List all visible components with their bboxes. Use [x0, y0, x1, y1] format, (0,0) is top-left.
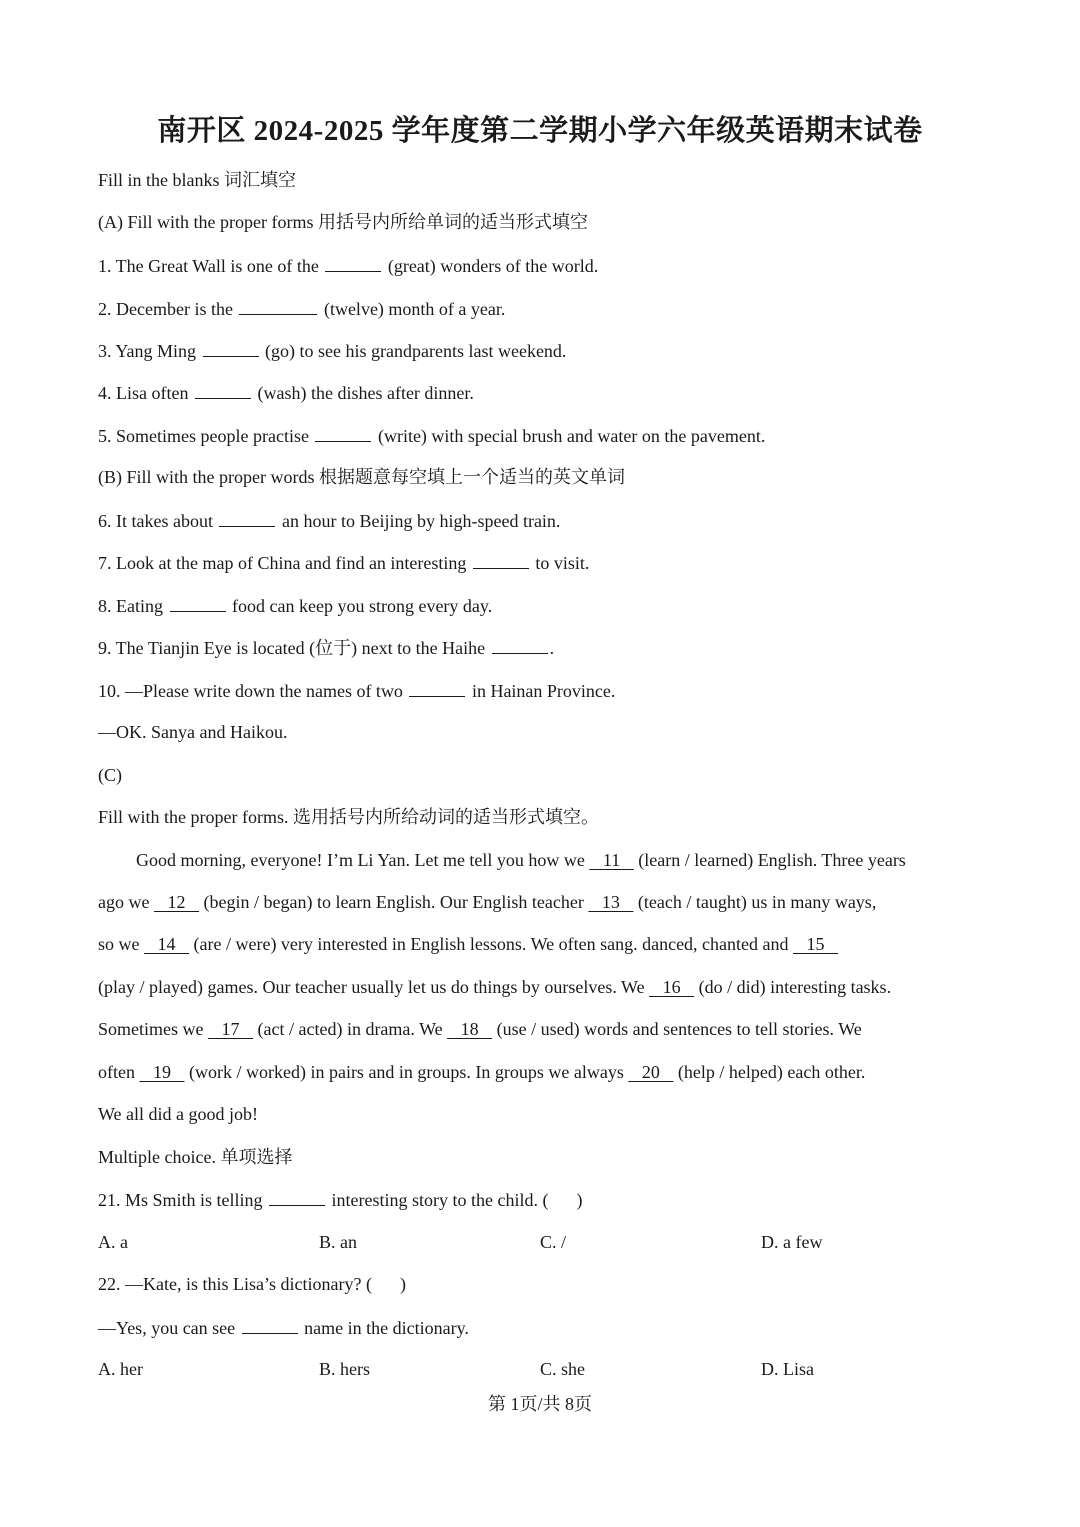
passage-line-2	[98, 890, 876, 914]
answer-blank[interactable]	[269, 1187, 325, 1206]
answer-blank[interactable]	[473, 550, 529, 569]
question-3	[98, 338, 566, 363]
question-text: food can keep you strong every day.	[227, 596, 493, 616]
question-text: 1. The Great Wall is one of the	[98, 256, 324, 276]
passage-text: (use / used) words and sentences to tell stories. We	[492, 1019, 862, 1039]
passage-text: Good morning, everyone! I’m Li Yan. Let me tell you how we	[136, 850, 590, 870]
passage-text: (teach / taught) us in many ways,	[633, 892, 877, 912]
part-c-label: (C)	[98, 765, 122, 785]
passage-blank-20[interactable]: 20	[628, 1062, 674, 1082]
answer-blank[interactable]	[239, 296, 317, 315]
part-c-heading: Fill with the proper forms. 选用括号内所给动词的适当形式填空。	[98, 807, 599, 827]
passage-line-1	[136, 848, 906, 872]
question-text: in Hainan Province.	[467, 681, 616, 701]
question-text: )	[399, 1274, 406, 1294]
passage-blank-19[interactable]: 19	[139, 1062, 185, 1082]
answer-blank[interactable]	[315, 423, 371, 442]
passage-blank-11[interactable]: 11	[589, 850, 634, 870]
question-text: 2. December is the	[98, 299, 238, 319]
question-text: (twelve) month of a year.	[319, 299, 506, 319]
question-22-line-2	[98, 1315, 469, 1340]
question-text: 21. Ms Smith is telling	[98, 1190, 268, 1210]
passage-text: (act / acted) in drama. We	[253, 1019, 448, 1039]
question-text: 8. Eating	[98, 596, 168, 616]
question-text: 6. It takes about	[98, 511, 218, 531]
option-22-b[interactable]: B. hers	[319, 1359, 370, 1379]
question-text: (write) with special brush and water on the pavement.	[373, 426, 766, 446]
question-text: 10. —Please write down the names of two	[98, 681, 408, 701]
question-text: (wash) the dishes after dinner.	[252, 383, 474, 403]
answer-blank[interactable]	[195, 380, 251, 399]
question-21	[98, 1187, 583, 1212]
question-1	[98, 253, 598, 278]
passage-text: (learn / learned) English. Three years	[633, 850, 906, 870]
passage-blank-15[interactable]: 15	[793, 934, 839, 954]
question-text: 3. Yang Ming	[98, 341, 201, 361]
question-10-answer: —OK. Sanya and Haikou.	[98, 722, 288, 742]
answer-blank[interactable]	[492, 635, 548, 654]
passage-line-5	[98, 1017, 862, 1041]
passage-text: (begin / began) to learn English. Our English teacher	[198, 892, 589, 912]
question-text: to visit.	[530, 553, 590, 573]
question-text: 4. Lisa often	[98, 383, 193, 403]
passage-blank-18[interactable]: 18	[447, 1019, 493, 1039]
question-text: an hour to Beijing by high-speed train.	[277, 511, 561, 531]
part-b-heading: (B) Fill with the proper words 根据题意每空填上一个适当的英文单词	[98, 467, 625, 487]
passage-line-7: We all did a good job!	[98, 1104, 259, 1124]
question-text: —Yes, you can see	[98, 1318, 240, 1338]
question-text: 7. Look at the map of China and find an interesting	[98, 553, 471, 573]
passage-line-3	[98, 932, 838, 956]
question-text: )	[576, 1190, 583, 1210]
question-8	[98, 593, 492, 618]
question-10	[98, 678, 615, 703]
passage-line-4	[98, 975, 891, 999]
section-heading-multiple-choice: Multiple choice. 单项选择	[98, 1147, 293, 1167]
passage-text: (help / helped) each other.	[673, 1062, 866, 1082]
answer-blank[interactable]	[219, 508, 275, 527]
option-22-c[interactable]: C. she	[540, 1359, 585, 1379]
answer-blank[interactable]	[242, 1315, 298, 1334]
page-footer: 第 1页/共 8页	[487, 1394, 592, 1414]
option-21-b[interactable]: B. an	[319, 1232, 357, 1252]
page-title: 南开区 2024-2025 学年度第二学期小学六年级英语期末试卷	[157, 115, 923, 147]
passage-blank-17[interactable]: 17	[208, 1019, 253, 1039]
answer-blank[interactable]	[409, 678, 465, 697]
answer-blank[interactable]	[325, 253, 381, 272]
question-text: 5. Sometimes people practise	[98, 426, 314, 446]
question-text: 9. The Tianjin Eye is located (位于) next to the Haihe	[98, 638, 490, 658]
question-7	[98, 550, 589, 575]
passage-blank-12[interactable]: 12	[153, 892, 199, 912]
option-22-d[interactable]: D. Lisa	[761, 1359, 814, 1379]
passage-line-6	[98, 1060, 865, 1084]
section-heading-fill-blanks: Fill in the blanks 词汇填空	[98, 170, 296, 190]
option-21-a[interactable]: A. a	[98, 1232, 128, 1252]
question-text: name in the dictionary.	[299, 1318, 469, 1338]
passage-text: (work / worked) in pairs and in groups. In groups we always	[184, 1062, 629, 1082]
question-6	[98, 508, 560, 533]
question-text: interesting story to the child. (	[327, 1190, 549, 1210]
passage-text: often	[98, 1062, 140, 1082]
question-5	[98, 423, 765, 448]
question-text: .	[549, 638, 555, 658]
question-2	[98, 296, 505, 321]
part-a-heading: (A) Fill with the proper forms 用括号内所给单词的适当形式填空	[98, 212, 588, 232]
passage-text: (play / played) games. Our teacher usually let us do things by ourselves. We	[98, 977, 650, 997]
answer-blank[interactable]	[170, 593, 226, 612]
passage-text: (are / were) very interested in English lessons. We often sang. danced, chanted and	[189, 934, 794, 954]
question-text: 22. —Kate, is this Lisa’s dictionary? (	[98, 1274, 372, 1294]
answer-blank[interactable]	[203, 338, 259, 357]
question-text: (great) wonders of the world.	[383, 256, 599, 276]
passage-text: so we	[98, 934, 144, 954]
question-4	[98, 380, 474, 405]
option-22-a[interactable]: A. her	[98, 1359, 143, 1379]
passage-blank-13[interactable]: 13	[588, 892, 634, 912]
passage-blank-14[interactable]: 14	[144, 934, 189, 954]
passage-text: (do / did) interesting tasks.	[694, 977, 892, 997]
question-text: (go) to see his grandparents last weekend.	[260, 341, 567, 361]
option-21-d[interactable]: D. a few	[761, 1232, 823, 1252]
passage-text: ago we	[98, 892, 154, 912]
passage-blank-16[interactable]: 16	[649, 977, 695, 997]
option-21-c[interactable]: C. /	[540, 1232, 567, 1252]
question-9	[98, 635, 554, 660]
question-22	[98, 1272, 406, 1296]
passage-text: Sometimes we	[98, 1019, 208, 1039]
